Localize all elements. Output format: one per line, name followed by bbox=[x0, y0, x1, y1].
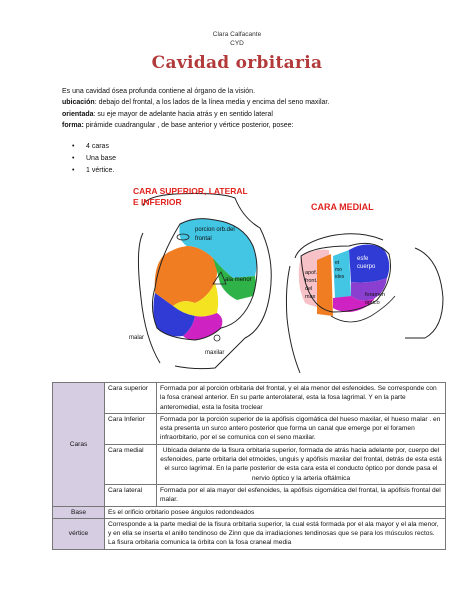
intro-ubicacion: ubicación: debajo del frontal, a los lados de la línea media y encima del seno maxilar. bbox=[62, 99, 330, 107]
row-name: Cara medial bbox=[105, 444, 157, 484]
label-et-1: et bbox=[335, 260, 340, 266]
label-foramen-2: óptico bbox=[365, 300, 380, 306]
orbit-faces-table bbox=[52, 382, 446, 550]
label-apof-2: front. bbox=[305, 278, 318, 284]
row-name: Cara lateral bbox=[105, 484, 157, 506]
intro-line-1: Es una cavidad ósea profunda contiene al órgano de la visión. bbox=[62, 88, 256, 95]
label-esfe-2: cuerpo bbox=[357, 264, 376, 270]
label-porcion-2: frontal bbox=[195, 236, 212, 242]
course-code: CYD bbox=[230, 40, 244, 47]
title-right: CARA MEDIAL bbox=[311, 202, 374, 212]
label-esfe-1: esfe bbox=[357, 256, 369, 262]
label-apof-1: apof. bbox=[305, 270, 318, 276]
row-name: Cara Inferior bbox=[105, 413, 157, 444]
author-name: Clara Calfacante bbox=[212, 31, 262, 38]
vertice-text-1: Corresponde a la parte medial de la fisura orbitaria superior, la cual está formada por el ala mayor y el ala menor, y en ella se inserta el anillo tendinoso de Zinn que da irradiaciones tendinosas que se para los músculos rectos. bbox=[108, 520, 439, 538]
base-text: Es el orificio orbitario posee ángulos redondeados bbox=[105, 506, 446, 518]
vertice-label: vértice bbox=[53, 518, 105, 549]
row-text: Formada por el ala mayor del esfenoides, la apófisis cigomática del frontal, la apófisis frontal del malar. bbox=[157, 484, 446, 506]
list-item: • 1 vértice. bbox=[72, 165, 116, 177]
features-list bbox=[72, 141, 116, 176]
intro-paragraph bbox=[62, 86, 442, 131]
row-name: Cara superior bbox=[105, 383, 157, 414]
table-row bbox=[53, 484, 446, 506]
row-text: Ubicada delante de la fisura orbitaria superior, formada de atrás hacia adelante por, cuerpo del esfenoides, parte orbitaria del etmoides, unguis y apófisis maxilar del frontal, detrás de esta está el surco lagrimal. En la parte posterior de esta cara esta el conducto óptico por donde pasa el nervio óptico y la arteria oftálmica bbox=[157, 444, 446, 484]
intro-orientada: orientada: su eje mayor de adelante hacia atrás y en sentido lateral bbox=[62, 110, 273, 118]
orbit-diagram bbox=[125, 188, 445, 376]
vertice-text bbox=[105, 518, 446, 549]
vertice-text-2: La fisura orbitaria comunica la órbita con la fosa craneal media bbox=[108, 539, 292, 547]
table-row bbox=[53, 506, 446, 518]
label-maxilar: maxilar bbox=[205, 350, 225, 356]
caras-label: Caras bbox=[53, 383, 105, 507]
table-row bbox=[53, 383, 446, 414]
table-row bbox=[53, 413, 446, 444]
label-foramen-1: foramen bbox=[365, 292, 386, 298]
title-left-2: E INFERIOR bbox=[133, 197, 182, 207]
row-text: Formada por la porción superior de la apófisis cigomática del hueso maxilar, el hueso malar . en esta presenta un surco antero posterior que forma un canal que emerge por el foramen infraorbitario, por el se comunica con el seno maxilar. bbox=[157, 413, 446, 444]
intro-forma: forma: pirámide cuadrangular , de base anterior y vértice posterior, posee: bbox=[62, 121, 294, 129]
list-item: • 4 caras bbox=[72, 141, 116, 153]
list-item: • Una base bbox=[72, 153, 116, 165]
label-ala-menor: ala menor bbox=[225, 277, 252, 283]
label-et-3: ides bbox=[335, 274, 345, 280]
row-text: Formada por al porción orbitaria del frontal, y el ala menor del esfenoides. Se corresponde con la fosa craneal anterior. En su parte anterolateral, esta la fosa lagrimal. Y en la parte anteromedial, esta la fosita troclear bbox=[157, 383, 446, 414]
title-left-1: CARA SUPERIOR, LATERAL bbox=[133, 188, 248, 196]
label-porcion-1: porcion orb.del bbox=[195, 227, 235, 233]
label-apof-4: max bbox=[305, 294, 316, 300]
label-apof-3: del bbox=[305, 286, 313, 292]
table-row bbox=[53, 518, 446, 549]
base-label: Base bbox=[53, 506, 105, 518]
label-malar: malar bbox=[129, 335, 145, 341]
page-title: Cavidad orbitaria bbox=[151, 53, 323, 73]
label-et-2: mo bbox=[335, 267, 342, 273]
table-row bbox=[53, 444, 446, 484]
